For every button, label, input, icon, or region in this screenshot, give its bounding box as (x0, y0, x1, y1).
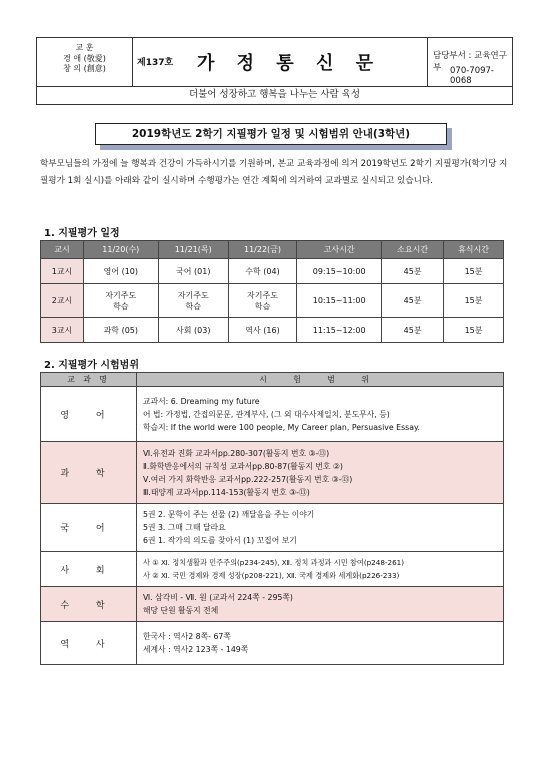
newsletter-header (36, 37, 513, 87)
table-row (41, 504, 504, 552)
table-cell: 11:15~12:00 (297, 318, 382, 343)
exam-scope-table (40, 372, 504, 665)
header-cell: 시 험 범 위 (137, 373, 504, 387)
scope-line: 교과서: 6. Dreaming my future (143, 396, 260, 406)
phone-number: 070-7097-0068 (450, 66, 494, 86)
scope-line: Ⅲ.태양계 교과서pp.114-153(활동지 번호 ③-⑬) (143, 487, 310, 497)
header-cell: 교시 (41, 241, 84, 259)
scope-line: 학습지: If the world were 100 people, My Career plan, Persuasive Essay. (143, 422, 420, 432)
scope-line: 사 ① Ⅺ. 정치생활과 민주주의(p234-245), Ⅻ. 정치 과정과 시민 참여(p248-261) (143, 558, 405, 567)
scope-cell (137, 504, 504, 552)
header-cell: 소요시간 (382, 241, 444, 259)
scope-cell (137, 552, 504, 587)
subject-cell: 과 학 (41, 442, 137, 504)
table-cell: 자기주도 학습 (158, 284, 228, 318)
school-slogan: 더불어 성장하고 행복을 나누는 사람 육성 (36, 87, 513, 105)
table-cell: 역사 (16) (228, 318, 296, 343)
header-cell: 교 과 명 (41, 373, 137, 387)
table-cell: 15분 (444, 318, 504, 343)
table-row (41, 284, 504, 318)
scope-cell (137, 622, 504, 665)
header-divider (427, 38, 428, 86)
table-cell: 수학 (04) (228, 259, 296, 284)
table-row (41, 442, 504, 504)
document-title: 2019학년도 2학기 지필평가 일정 및 시험범위 안내(3학년) (95, 123, 447, 145)
motto-line: 창 의 (創意) (63, 64, 106, 73)
department: 담당부서 : 교육연구부 (433, 51, 507, 73)
school-motto (37, 38, 133, 86)
table-cell: 45분 (382, 259, 444, 284)
motto-line: 경 애 (敬愛) (63, 53, 106, 63)
subject-cell: 국 어 (41, 504, 137, 552)
table-cell: 45분 (382, 284, 444, 318)
scope-line: 사 ② Ⅺ. 국민 경제와 경제 성장(p208-221), Ⅻ. 국제 경제와 세계화(p226-233) (143, 571, 400, 580)
scope-line: 해당 단원 활동지 전체 (143, 606, 219, 615)
issue-number: 제137호 (137, 58, 174, 68)
header-cell: 11/22(금) (228, 241, 296, 259)
table-header-row (41, 241, 504, 259)
scope-line: 6권 1. 작가의 의도를 찾아서 (1) 꼬집어 보기 (143, 536, 297, 545)
table-row (41, 387, 504, 442)
scope-line: 한국사 : 역사2 8쪽- 67쪽 (143, 632, 231, 641)
table-cell: 국어 (01) (158, 259, 228, 284)
table-cell: 15분 (444, 259, 504, 284)
table-cell: 45분 (382, 318, 444, 343)
table-cell: 자기주도 학습 (84, 284, 159, 318)
period-cell: 1교시 (41, 259, 84, 284)
scope-line: Ⅱ.화학반응에서의 규칙성 교과서pp.80-87(활동지 번호 ②) (143, 461, 343, 471)
header-cell: 휴식시간 (444, 241, 504, 259)
scope-line: Ⅵ.유전과 진화 교과서pp.280-307(활동지 번호 ③-⑬) (143, 448, 330, 458)
scope-cell (137, 442, 504, 504)
scope-line: 어 법: 가정법, 간접의문문, 관계부사, (그 외 대수사제일치, 분도무사, 등) (143, 409, 390, 419)
subject-cell: 역 사 (41, 622, 137, 665)
table-cell: 자기주도 학습 (228, 284, 296, 318)
newsletter-title: 가 정 통 신 문 (197, 53, 382, 74)
subject-cell: 사 회 (41, 552, 137, 587)
table-cell: 사회 (03) (158, 318, 228, 343)
exam-schedule-table (40, 240, 504, 343)
table-header-row (41, 373, 504, 387)
subject-cell: 영 어 (41, 387, 137, 442)
table-cell: 10:15~11:00 (297, 284, 382, 318)
header-cell: 고사시간 (297, 241, 382, 259)
header-cell: 11/21(목) (158, 241, 228, 259)
period-cell: 3교시 (41, 318, 84, 343)
table-cell: 영어 (10) (84, 259, 159, 284)
table-cell: 과학 (05) (84, 318, 159, 343)
table-cell: 15분 (444, 284, 504, 318)
scope-line: 5권 3. 그때 그때 달라요 (143, 523, 226, 532)
intro-paragraph: 학부모님들의 가정에 늘 행복과 건강이 가득하시기를 기원하며, 본교 교육과정에 의거 2019학년도 2학기 지필평가(학기당 지필평가 1회 실시)를 아래와 같이 실시하며 수행평가는 연간 계획에 의거하여 교과별로 실시되고 있습니다. (40, 159, 508, 186)
subject-cell: 수 학 (41, 587, 137, 622)
scope-line: Ⅴ.여러 가지 화학반응 교과서pp.222-257(활동지 번호 ③-⑬) (143, 474, 353, 484)
table-row (41, 318, 504, 343)
section-heading-schedule: 1. 지필평가 일정 (44, 228, 120, 239)
scope-cell (137, 587, 504, 622)
scope-line: Ⅵ. 삼각비 - Ⅶ. 원 (교과서 224쪽 - 295쪽) (143, 593, 293, 602)
motto-line: 교 훈 (75, 43, 94, 52)
header-cell: 11/20(수) (84, 241, 159, 259)
scope-line: 세계사 : 역사2 123쪽 - 149쪽 (143, 645, 249, 654)
table-row (41, 552, 504, 587)
section-heading-scope: 2. 지필평가 시험범위 (44, 360, 139, 371)
period-cell: 2교시 (41, 284, 84, 318)
table-cell: 09:15~10:00 (297, 259, 382, 284)
table-row (41, 587, 504, 622)
scope-line: 5권 2. 문학이 주는 선물 (2) 깨달음을 주는 이야기 (143, 510, 315, 519)
table-row (41, 622, 504, 665)
scope-cell (137, 387, 504, 442)
table-row (41, 259, 504, 284)
